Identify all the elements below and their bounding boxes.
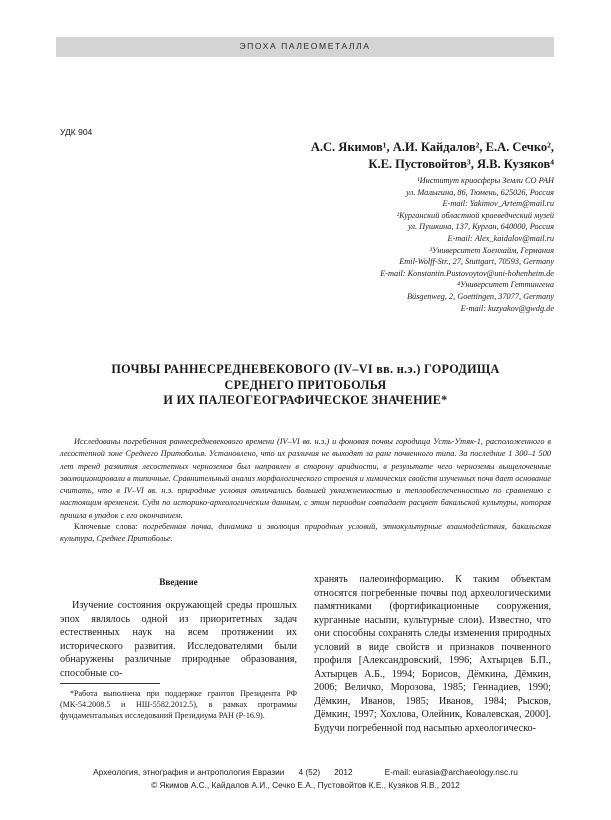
intro-heading: Введение (159, 577, 198, 587)
affiliation-line: ²Курганский областной краеведческий музей (396, 210, 554, 220)
title-line-2: СРЕДНЕГО ПРИТОБОЛЬЯ (224, 377, 387, 392)
affiliation-line: ¹Институт криосферы Земли СО РАН (417, 176, 554, 185)
section-header: ЭПОХА ПАЛЕОМЕТАЛЛА (239, 41, 371, 51)
footer-email: E-mail: eurasia@archaeology.nsc.ru (384, 767, 518, 777)
footnote-divider (60, 683, 160, 684)
affiliation-line: ³Университет Хоенхайм, Германия (429, 245, 554, 255)
title-line-1: ПОЧВЫ РАННЕСРЕДНЕВЕКОВОГО (IV–VI вв. н.э.) ГОРОДИЩА (111, 362, 500, 376)
keywords (60, 521, 551, 546)
affiliation-email: E-mail: kuzyakov@gwdg.de (460, 303, 554, 313)
keywords-text: погребенная почва, динамика и эволюция природных условий, этнокультурные взаимодействия, бакальская культура, Среднее Притоболье. (60, 522, 551, 544)
affiliation-line: Büsgenweg, 2, Goettingen, 37077, Germany (406, 292, 554, 301)
article-title (60, 362, 551, 409)
footer-copyright: © Якимов А.С., Кайдалов А.И., Сечко Е.А., Пустовойтов К.Е., Кузяков Я.В., 2012 (151, 780, 460, 790)
udk-code: УДК 904 (60, 127, 93, 137)
title-line-3: И ИХ ПАЛЕОГЕОГРАФИЧЕСКОЕ ЗНАЧЕНИЕ* (163, 393, 448, 407)
affiliation-line: ⁴Университет Геттингена (457, 280, 554, 290)
footer-issue: 4 (52) (298, 767, 321, 777)
authors-line-1: А.С. Якимов¹, А.И. Кайдалов², Е.А. Сечко², (310, 140, 554, 154)
affiliation-line: Emil-Wolff-Str., 27, Stuttgart, 70593, Germany (399, 257, 554, 267)
affiliation-email: E-mail: Konstantin.Pustovoytov@uni-hohenheim.de (380, 268, 554, 278)
abstract: Исследованы погребенная раннесредневекового времени (IV–VI вв. н.э.) и фоновая почвы городища Усть-Утяк-1, расположенного в лесостепной зоне Среднего Притоболья. Установлено, что их различия не выходят за ранг почвенного типа. За последние 1 300–1 500 лет тренд развития лесостепных черноземов был направлен в сторону аридности, в результате чего черноземы выщелоченные эволюционировали в типичные. Сравнительный анализ морфологического строения и химических свойств изученных почв дает основание считать, что в IV–VI вв. н.э. природные условия отличались большей увлажненностью и теплообеспеченностью по сравнению с настоящим временем. Судя по историко-археологическим данным, с этим периодом совпадает расцвет бакальской культуры, которая пришла в упадок с его окончанием. (60, 437, 551, 520)
keywords-label: Ключевые слова: (74, 522, 138, 531)
footer-journal: Археология, этнография и антропология Евразии (93, 767, 285, 777)
affiliation-line: ул. Малыгина, 86, Тюмень, 625026, Россия (406, 187, 554, 197)
affiliation-email: E-mail: Yakimov_Artem@mail.ru (442, 199, 554, 209)
affiliation-email: E-mail: Alex_kaidalov@mail.ru (447, 234, 554, 243)
footer-year: 2012 (334, 767, 353, 777)
intro-left-column: Изучение состояния окружающей среды прошлых эпох являлось одной из приоритетных задач естественных наук на всем протяжении их исторического развития. Исследователями были обнаружены различные природные образования, способные со- (60, 600, 297, 679)
footer-journal-line (60, 767, 551, 777)
intro-right-column: хранять палеоинформацию. К таким объектам относятся погребенные почвы под археологическими памятниками (фортификационные сооружения, курганные насыпи, культурные слои). Известно, что они способны сохранять следы изменения природных условий в виде свойств и признаков почвенного профиля [Александровский, 1996; Ахтырцев Б.П., Ахтырцев А.Б., 1994; Борисов, Дёмкина, Дёмкин, 2006; Величко, Морозова, 1985; Геннадиев, 1990; Дёмкин, Иванов, 1985; Иванов, 1984; Рысков, Дёмкин, 1997; Хохлова, Олейник, Ковалевская, 2000]. Будучи погребенной под насыпью археологическо- (314, 574, 551, 734)
authors-line-2: К.Е. Пустовойтов³, Я.В. Кузяков⁴ (368, 157, 554, 171)
affiliation-line: ул. Пушкина, 137, Курган, 640000, Россия (407, 222, 554, 232)
footnote: *Работа выполнена при поддержке грантов Президента РФ (МК-54.2008.5 и НШ-5582.2012.5), в рамках программы фундаментальных исследований Президиума РАН (Р-16.9). (60, 689, 297, 721)
